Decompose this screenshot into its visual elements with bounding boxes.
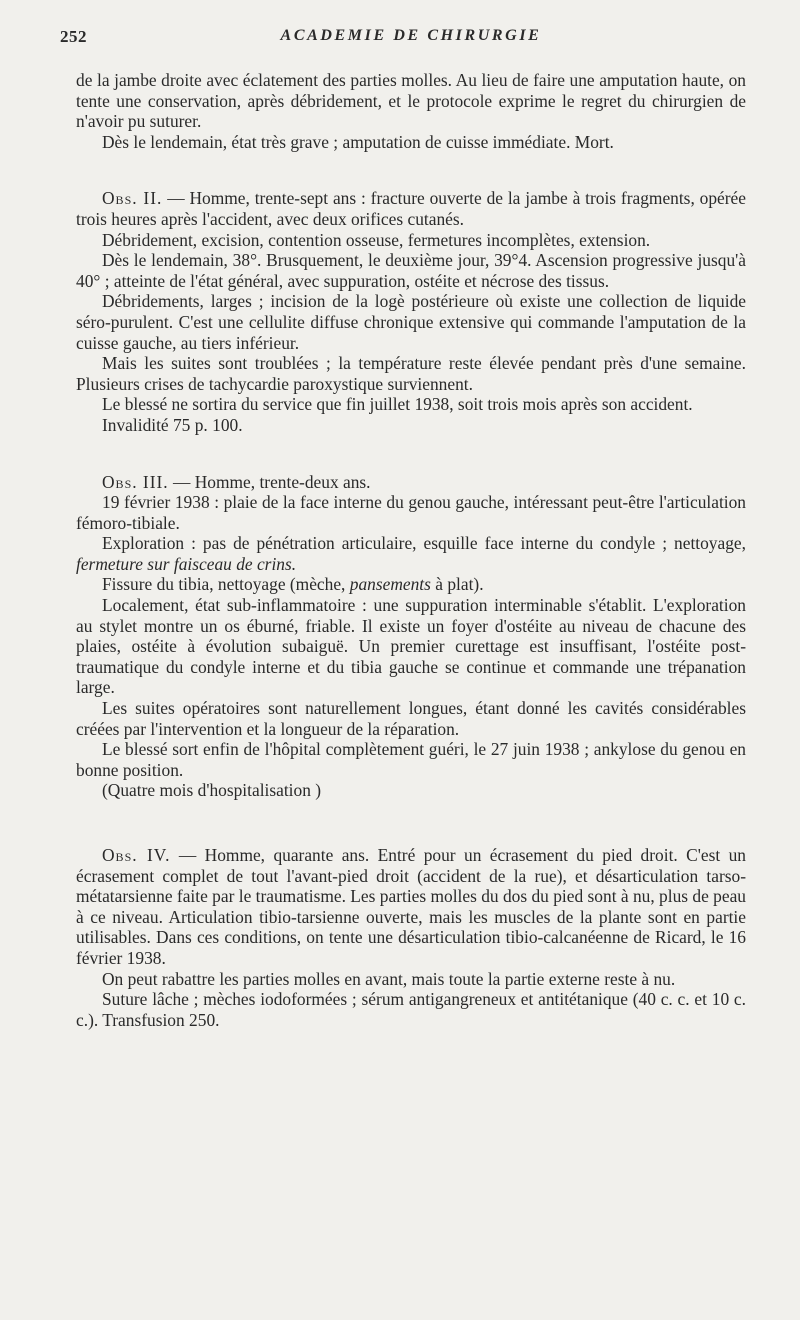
observation-2 [76,188,746,229]
obs-label: Obs. III. [102,471,169,492]
italic-run: pansements [349,574,431,595]
italic-run: fermeture sur faisceau de crins. [76,553,297,574]
paragraph: de la jambe droite avec éclatement des parties molles. Au lieu de faire une amputation haute, on tente une conservation, après débridement, et le protocole exprime le regret du chirurgien de n'avoir pu suturer. [76,70,746,132]
paragraph [76,574,746,595]
paragraph: Dès le lendemain, 38°. Brusquement, le deuxième jour, 39°4. Ascension progressive jusqu'à 40° ; atteinte de l'état général, avec suppuration, ostéite et nécrose des tissus. [76,250,746,291]
observation-3 [76,472,746,493]
obs-label: Obs. IV. [102,845,171,865]
obs-text: — Homme, quarante ans. Entré pour un écrasement du pied droit. C'est un écrasement complet de tout l'avant-pied droit (accident de la rue), et désarticulation tarso-métatarsienne faite par le traumatisme. Les parties molles du dos du pied sont à nu, plus de peau à ce niveau. Articulation tibio-tarsienne ouverte, mais les muscles de la plante sont en partie utilisables. Dans ces conditions, on tente une désarticulation tibio-calcanéenne de Ricard, le 16 février 1938. [76,845,747,968]
body-text [76,70,746,1030]
paragraph: Dès le lendemain, état très grave ; amputation de cuisse immédiate. Mort. [102,131,614,152]
obs-text: — Homme, trente-sept ans : fracture ouverte de la jambe à trois fragments, opérée trois heures après l'accident, avec deux orifices cutanés. [76,188,746,229]
paragraph: (Quatre mois d'hospitalisation ) [102,780,322,801]
paragraph: Le blessé sort enfin de l'hôpital complètement guéri, le 27 juin 1938 ; ankylose du genou en bonne position. [76,739,746,780]
paragraph: Débridements, larges ; incision de la logè postérieure où existe une collection de liquide séro-purulent. C'est une cellulite diffuse chronique extensive qui commande l'amputation de la cuisse gauche, au tiers inférieur. [76,291,746,353]
obs-label: Obs. II. [102,188,163,209]
paragraph: Débridement, excision, contention osseuse, fermetures incomplètes, extension. [102,229,651,250]
page-number: 252 [60,27,87,46]
paragraph: Les suites opératoires sont naturellement longues, étant donné les cavités considérables créées par l'intervention et la longueur de la réparation. [76,698,746,739]
running-title: ACADEMIE DE CHIRURGIE [280,27,542,44]
paragraph: 19 février 1938 : plaie de la face interne du genou gauche, intéressant peut-être l'articulation fémoro-tibiale. [76,492,746,533]
text-run: Exploration : pas de pénétration articulaire, esquille face interne du condyle ; nettoyage, [102,533,746,554]
page-header [60,27,740,51]
paragraph [76,533,746,574]
observation-4 [76,845,746,969]
paragraph: Localement, état sub-inflammatoire : une suppuration interminable s'établit. L'exploration au stylet montre un os éburné, friable. Il existe un foyer d'ostéite au niveau de chacune des plaies, ostéite à évolution subaiguë. Un premier curettage est insuffisant, l'ostéite post-traumatique du condyle interne et du tibia gauche se continue et commande une trépanation large. [76,595,746,698]
paragraph: On peut rabattre les parties molles en avant, mais toute la partie externe reste à nu. [102,968,676,989]
paragraph: Invalidité 75 p. 100. [102,414,243,435]
paragraph: Suture lâche ; mèches iodoformées ; sérum antigangreneux et antitétanique (40 c. c. et 10 c. c.). Transfusion 250. [76,989,746,1030]
obs-text: — Homme, trente-deux ans. [168,471,371,492]
text-run: à plat). [430,574,484,595]
paragraph: Le blessé ne sortira du service que fin juillet 1938, soit trois mois après son accident. [102,394,693,415]
text-run: Fissure du tibia, nettoyage (mèche, [102,574,350,595]
paragraph: Mais les suites sont troublées ; la température reste élevée pendant près d'une semaine. Plusieurs crises de tachycardie paroxystique surviennent. [76,353,746,394]
